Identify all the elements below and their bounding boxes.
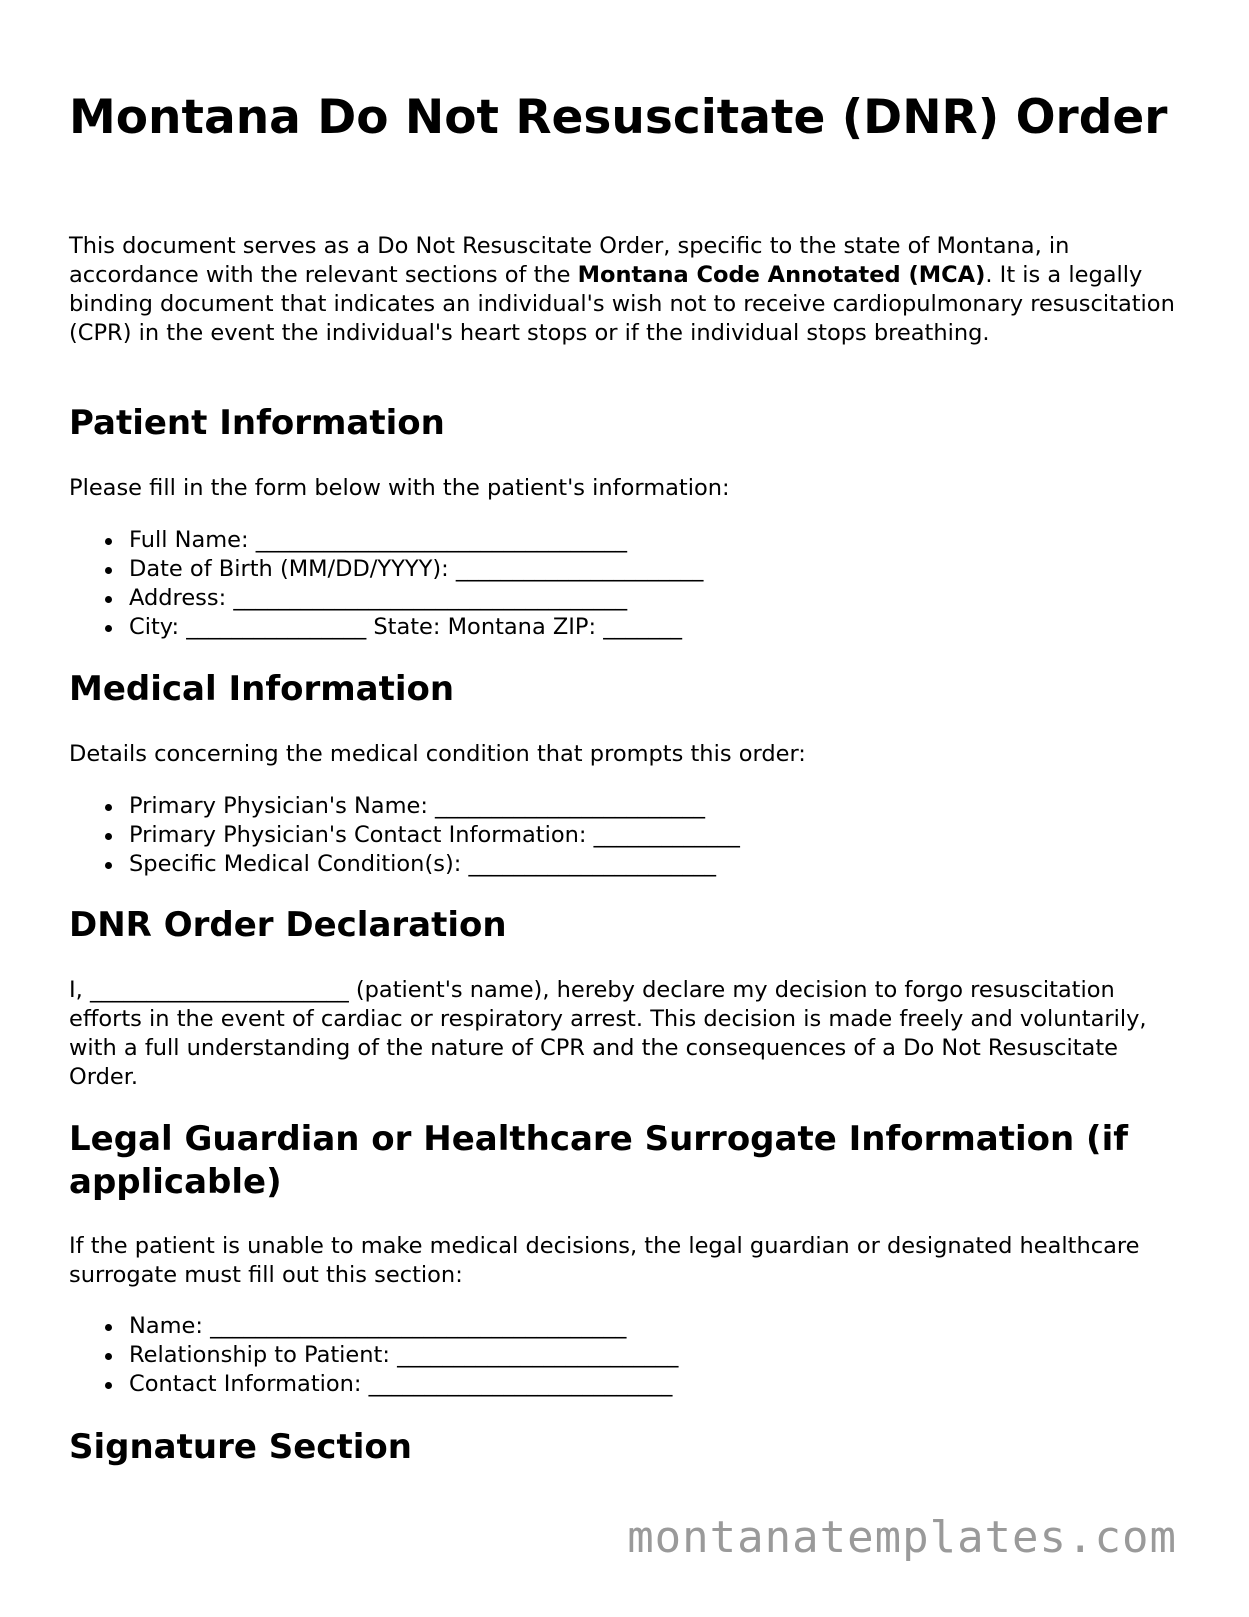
medical-field-list <box>69 792 740 879</box>
guardian-relationship-field: Relationship to Patient: _________________________ <box>129 1342 679 1368</box>
guardian-name-field: Name: _____________________________________ <box>129 1312 678 1341</box>
physician-name-field: Primary Physician's Name: ________________________ <box>129 792 740 821</box>
patient-city-state-zip-field: City: ________________ State: Montana ZIP: _______ <box>129 613 703 642</box>
declaration-section-heading: DNR Order Declaration <box>69 905 507 945</box>
medical-section-heading: Medical Information <box>69 669 455 709</box>
physician-contact-field: Primary Physician's Contact Information: _____________ <box>129 822 740 848</box>
medical-instruction: Details concerning the medical condition that prompts this order: <box>69 741 806 767</box>
intro-paragraph <box>69 232 1189 348</box>
site-watermark: montanatemplates.com <box>627 1512 1177 1563</box>
intro-text-start: This document serves as a Do Not Resuscitate Order, specific to the state of Montana, in accordance with the relevant sections of the <box>69 233 1070 288</box>
patient-instruction: Please fill in the form below with the patient's information: <box>69 475 730 501</box>
guardian-instruction: If the patient is unable to make medical decisions, the legal guardian or designated healthcare surrogate must fill out this section: <box>69 1233 1140 1288</box>
patient-dob-field: Date of Birth (MM/DD/YYYY): ______________________ <box>129 556 704 582</box>
declaration-text: I, _______________________ (patient's name), hereby declare my decision to forgo resuscitation efforts in the event of cardiac or respiratory arrest. This decision is made freely and voluntarily, with a full understanding of the nature of CPR and the consequences of a Do Not Resuscitate Order. <box>69 977 1147 1090</box>
guardian-contact-field: Contact Information: ___________________________ <box>129 1370 678 1399</box>
patient-section-heading: Patient Information <box>69 403 445 443</box>
signature-section-heading: Signature Section <box>69 1427 412 1467</box>
document-title: Montana Do Not Resuscitate (DNR) Order <box>69 90 1168 145</box>
guardian-section-heading: Legal Guardian or Healthcare Surrogate Information (if applicable) <box>69 1119 1129 1202</box>
intro-code-reference: Montana Code Annotated (MCA) <box>577 262 986 288</box>
patient-field-list <box>69 526 703 642</box>
patient-full-name-field: Full Name: _________________________________ <box>129 526 703 555</box>
patient-address-field: Address: ___________________________________ <box>129 584 703 613</box>
guardian-field-list <box>69 1312 678 1399</box>
intro-text-end: . It is a legally binding document that indicates an individual's wish not to receive cardiopulmonary resuscitation (CPR) in the event the individual's heart stops or if the individual stops breathing. <box>69 262 1175 346</box>
medical-condition-field: Specific Medical Condition(s): ______________________ <box>129 850 740 879</box>
